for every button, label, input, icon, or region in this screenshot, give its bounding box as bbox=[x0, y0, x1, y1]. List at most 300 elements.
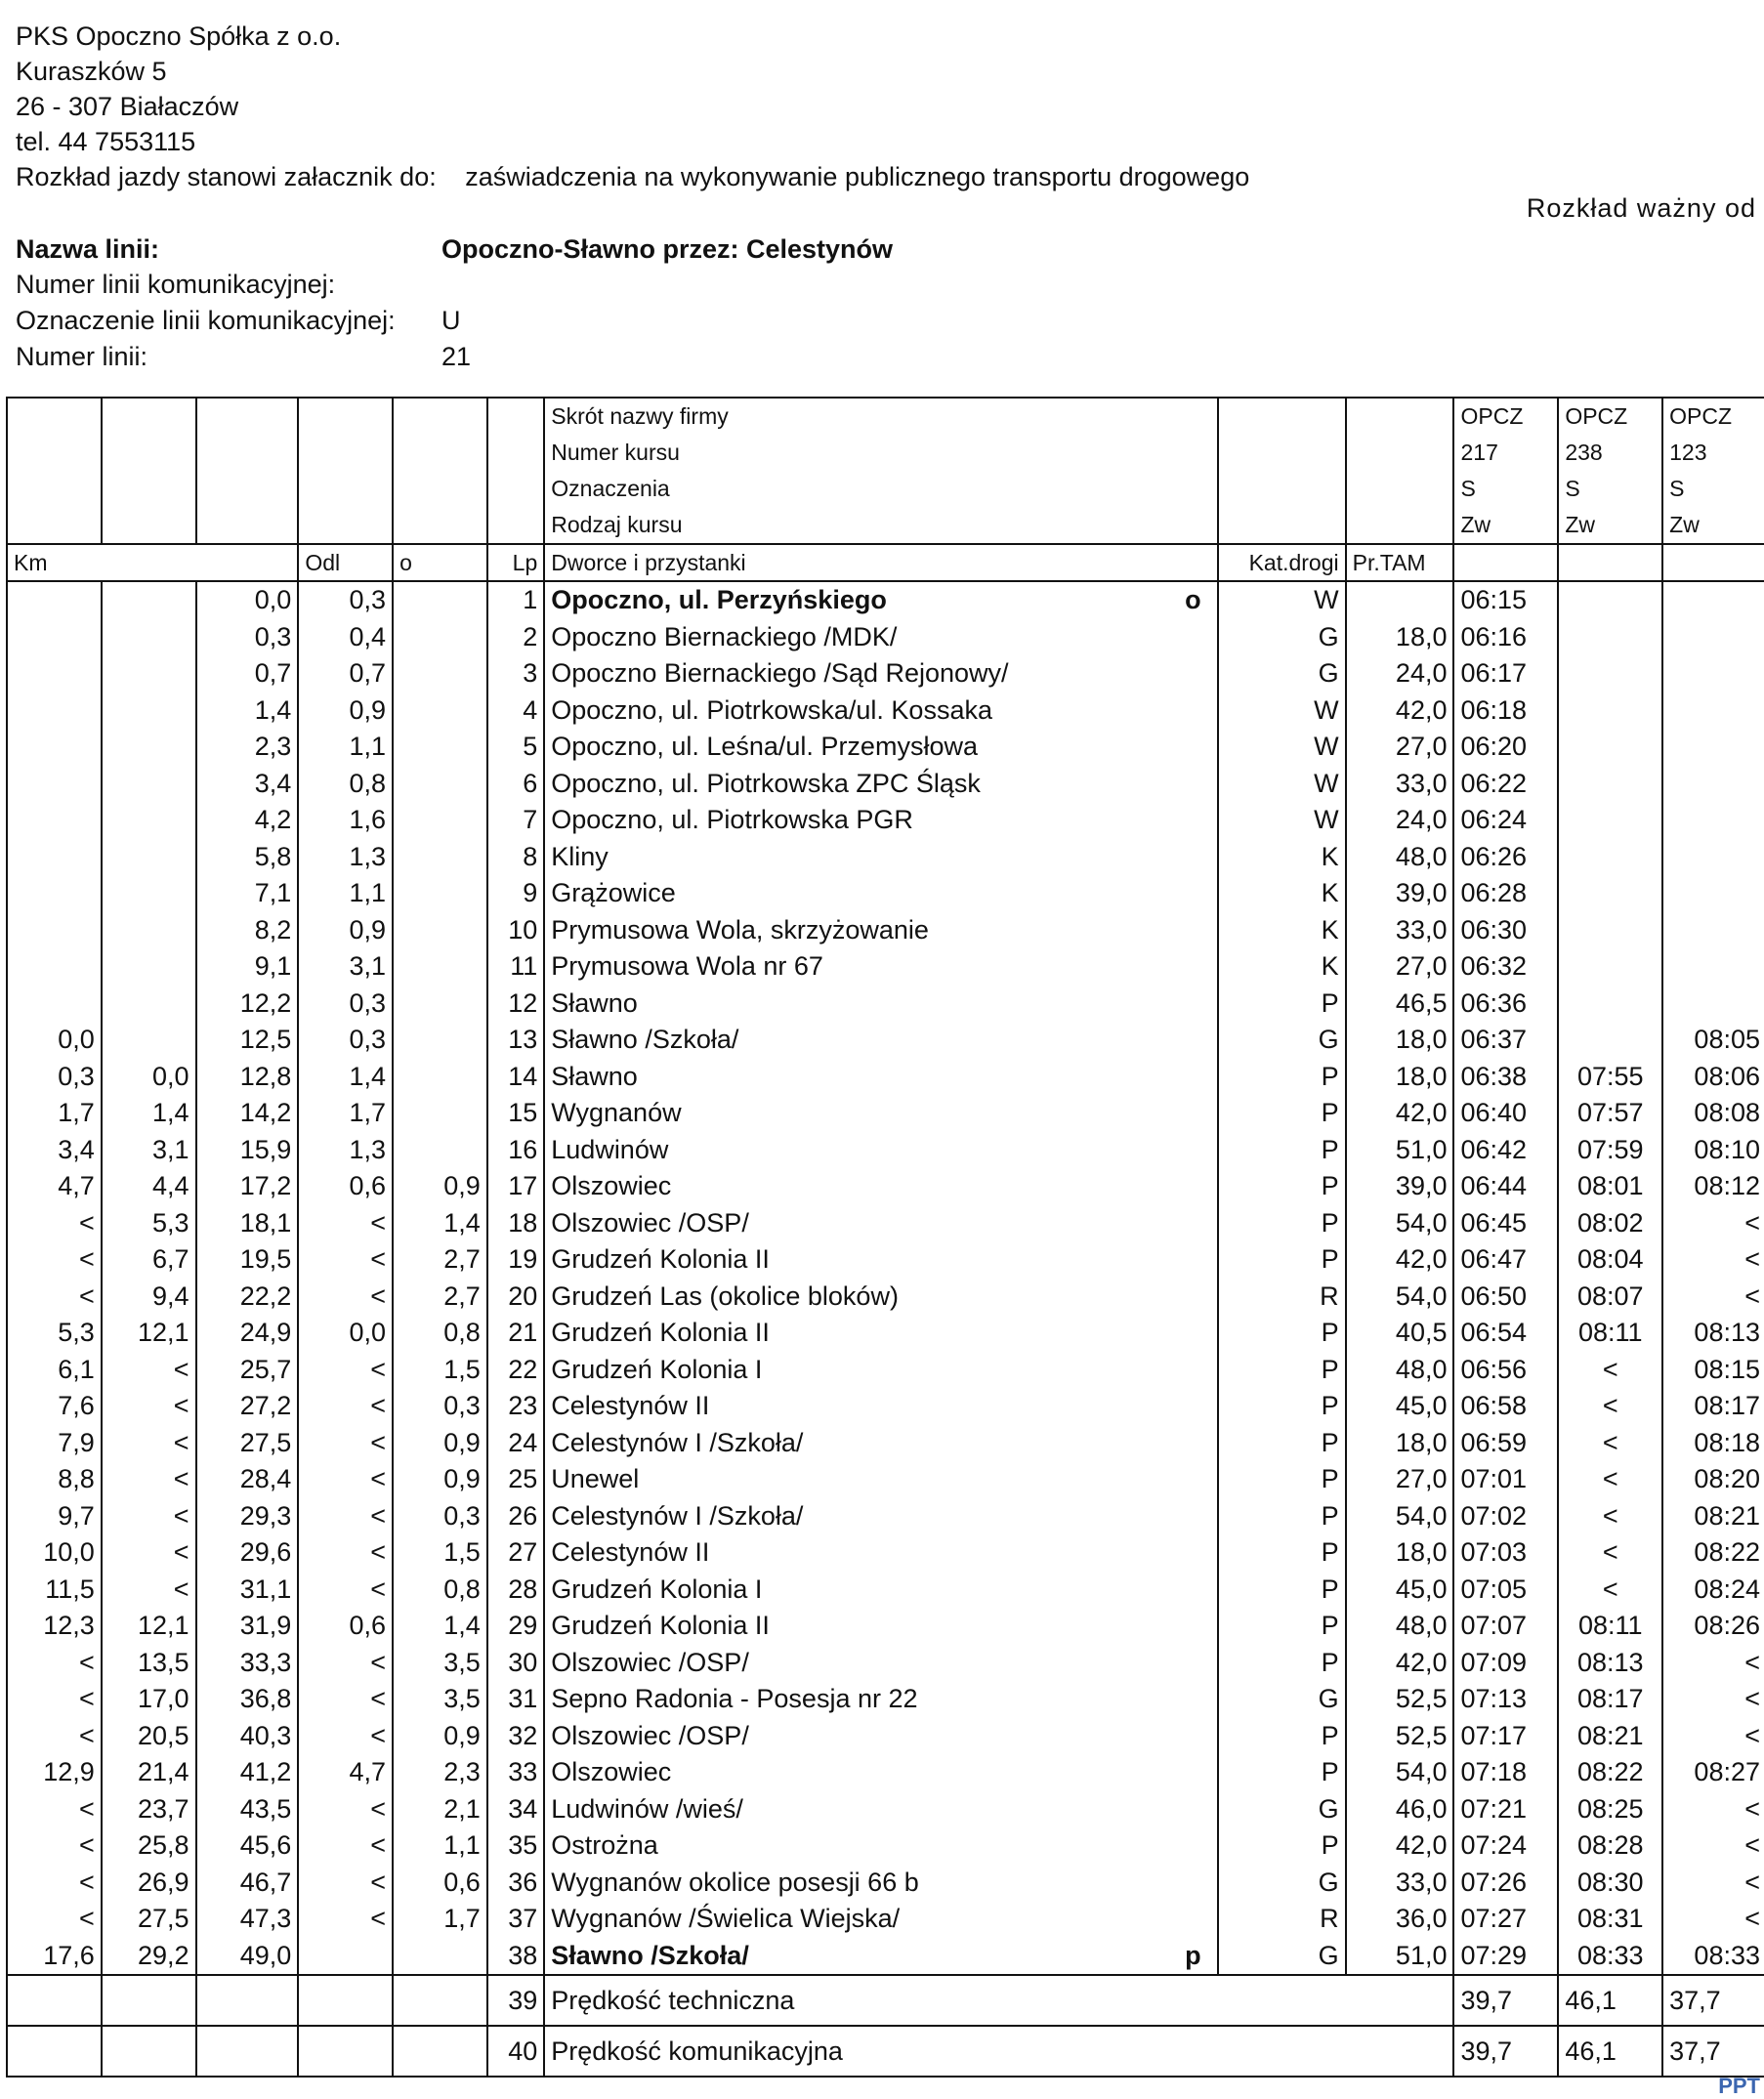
o-cell bbox=[393, 875, 487, 912]
stop-name bbox=[544, 986, 1217, 1023]
speed-cell: 33,0 bbox=[1346, 766, 1454, 803]
km-col-2: 4,4 bbox=[102, 1168, 196, 1205]
lp-cell: 24 bbox=[487, 1425, 544, 1462]
lp-cell: 20 bbox=[487, 1279, 544, 1316]
o-cell: 0,3 bbox=[393, 1388, 487, 1425]
table-row bbox=[7, 1279, 1764, 1316]
course-1-time: 06:17 bbox=[1453, 655, 1558, 693]
table-row bbox=[7, 948, 1764, 986]
course-2-time bbox=[1558, 912, 1662, 949]
km-col-3: 15,9 bbox=[196, 1132, 299, 1169]
road-cat-cell: G bbox=[1218, 1865, 1346, 1902]
course-1-type: Zw bbox=[1453, 507, 1558, 544]
odl-cell: 0,3 bbox=[298, 986, 393, 1023]
o-cell bbox=[393, 766, 487, 803]
course-2-time bbox=[1558, 1022, 1662, 1059]
course-1-time: 06:32 bbox=[1453, 948, 1558, 986]
lp-cell: 1 bbox=[487, 581, 544, 619]
stop-name bbox=[544, 1718, 1217, 1755]
annex-row bbox=[16, 162, 1249, 192]
stop-name bbox=[544, 619, 1217, 656]
km-col-1: < bbox=[7, 1791, 102, 1828]
km-col-1: 1,7 bbox=[7, 1095, 102, 1132]
lp-cell: 5 bbox=[487, 729, 544, 766]
table-row bbox=[7, 839, 1764, 876]
stop-name bbox=[544, 1279, 1217, 1316]
course-3-time bbox=[1662, 948, 1764, 986]
course-3-time bbox=[1662, 729, 1764, 766]
table-row bbox=[7, 1059, 1764, 1096]
odl-cell: < bbox=[298, 1901, 393, 1938]
o-cell: 1,4 bbox=[393, 1608, 487, 1645]
km-col-2: 12,1 bbox=[102, 1315, 196, 1352]
stop-label: Sławno bbox=[551, 987, 638, 1018]
km-col-3: 36,8 bbox=[196, 1681, 299, 1718]
road-cat-cell: W bbox=[1218, 693, 1346, 730]
stop-label: Opoczno, ul. Piotrkowska/ul. Kossaka bbox=[551, 694, 992, 725]
km-col-2: 9,4 bbox=[102, 1279, 196, 1316]
km-col-3: 49,0 bbox=[196, 1938, 299, 1976]
course-3-time: < bbox=[1662, 1901, 1764, 1938]
course-2-time: 08:01 bbox=[1558, 1168, 1662, 1205]
stop-label: Prymusowa Wola nr 67 bbox=[551, 951, 823, 982]
lp-cell: 23 bbox=[487, 1388, 544, 1425]
km-col-2: < bbox=[102, 1534, 196, 1572]
road-cat-cell: W bbox=[1218, 766, 1346, 803]
odl-cell: < bbox=[298, 1791, 393, 1828]
course-1-time: 06:58 bbox=[1453, 1388, 1558, 1425]
speed-cell: 42,0 bbox=[1346, 1827, 1454, 1865]
km-col-2 bbox=[102, 875, 196, 912]
odl-cell: < bbox=[298, 1241, 393, 1279]
km-col-1: 11,5 bbox=[7, 1572, 102, 1609]
odl-cell: < bbox=[298, 1461, 393, 1498]
course-2-time: 07:59 bbox=[1558, 1132, 1662, 1169]
lp-cell: 21 bbox=[487, 1315, 544, 1352]
road-cat-cell: P bbox=[1218, 1498, 1346, 1535]
road-cat-cell: P bbox=[1218, 1461, 1346, 1498]
speed-cell: 54,0 bbox=[1346, 1205, 1454, 1242]
stop-label: Celestynów II bbox=[551, 1391, 710, 1421]
col-o: o bbox=[393, 544, 487, 581]
o-cell bbox=[393, 729, 487, 766]
course-1-mark: S bbox=[1453, 471, 1558, 507]
course-1-time: 07:02 bbox=[1453, 1498, 1558, 1535]
speed-cell bbox=[1346, 581, 1454, 619]
course-1-time: 06:42 bbox=[1453, 1132, 1558, 1169]
km-col-1 bbox=[7, 581, 102, 619]
course-2-company: OPCZ bbox=[1558, 398, 1662, 435]
table-row bbox=[7, 1461, 1764, 1498]
line-name: Opoczno-Sławno przez: Celestynów bbox=[441, 234, 894, 264]
km-col-1: < bbox=[7, 1901, 102, 1938]
road-cat-cell: P bbox=[1218, 1205, 1346, 1242]
road-cat-cell: P bbox=[1218, 1388, 1346, 1425]
course-2-time: 08:31 bbox=[1558, 1901, 1662, 1938]
company-street: Kuraszków 5 bbox=[16, 57, 167, 86]
stop-label: Wygnanów /Świelica Wiejska/ bbox=[551, 1904, 901, 1934]
km-col-2: 23,7 bbox=[102, 1791, 196, 1828]
table-row bbox=[7, 1681, 1764, 1718]
o-cell: 2,7 bbox=[393, 1279, 487, 1316]
line-number: 21 bbox=[441, 342, 472, 371]
road-cat-cell: P bbox=[1218, 1645, 1346, 1682]
empty-cell bbox=[102, 2026, 196, 2077]
road-cat-cell: P bbox=[1218, 1425, 1346, 1462]
lp-cell: 9 bbox=[487, 875, 544, 912]
km-col-2 bbox=[102, 912, 196, 949]
stop-label: Olszowiec bbox=[551, 1171, 672, 1201]
odl-cell: 0,6 bbox=[298, 1168, 393, 1205]
speed-cell: 42,0 bbox=[1346, 1645, 1454, 1682]
o-cell bbox=[393, 839, 487, 876]
col-speed: Pr.TAM bbox=[1346, 544, 1454, 581]
course-1-time: 07:21 bbox=[1453, 1791, 1558, 1828]
course-2-time: < bbox=[1558, 1388, 1662, 1425]
course-2-time: 08:22 bbox=[1558, 1754, 1662, 1791]
odl-cell: 1,4 bbox=[298, 1059, 393, 1096]
stop-label: Sławno /Szkoła/ bbox=[551, 1025, 739, 1055]
annex-value: zaświadczenia na wykonywanie publicznego transportu drogowego bbox=[465, 162, 1250, 191]
lp-cell: 11 bbox=[487, 948, 544, 986]
speed-cell: 42,0 bbox=[1346, 1095, 1454, 1132]
meta-label-type: Rodzaj kursu bbox=[544, 507, 1217, 544]
course-3-time bbox=[1662, 986, 1764, 1023]
km-col-2: 1,4 bbox=[102, 1095, 196, 1132]
course-3-time bbox=[1662, 581, 1764, 619]
odl-cell: 1,1 bbox=[298, 729, 393, 766]
table-row bbox=[7, 1718, 1764, 1755]
speed-cell: 24,0 bbox=[1346, 655, 1454, 693]
meta-label-company: Skrót nazwy firmy bbox=[544, 398, 1217, 435]
km-col-1 bbox=[7, 986, 102, 1023]
stop-name bbox=[544, 1534, 1217, 1572]
table-row bbox=[7, 1608, 1764, 1645]
o-cell bbox=[393, 986, 487, 1023]
course-1-time: 06:56 bbox=[1453, 1352, 1558, 1389]
course-3-type: Zw bbox=[1662, 507, 1764, 544]
lp-cell: 14 bbox=[487, 1059, 544, 1096]
summary-course-2-value: 46,1 bbox=[1558, 2026, 1662, 2077]
km-col-3: 12,2 bbox=[196, 986, 299, 1023]
course-2-time: < bbox=[1558, 1352, 1662, 1389]
speed-cell: 46,0 bbox=[1346, 1791, 1454, 1828]
odl-cell: 1,3 bbox=[298, 1132, 393, 1169]
course-1-time: 06:18 bbox=[1453, 693, 1558, 730]
stop-label: Opoczno, ul. Piotrkowska ZPC Śląsk bbox=[551, 768, 981, 798]
speed-cell: 42,0 bbox=[1346, 693, 1454, 730]
timetable bbox=[6, 397, 1764, 2078]
road-cat-cell: K bbox=[1218, 839, 1346, 876]
speed-cell: 51,0 bbox=[1346, 1938, 1454, 1976]
road-cat-cell: W bbox=[1218, 802, 1346, 839]
course-3-time: 08:27 bbox=[1662, 1754, 1764, 1791]
km-col-1: 5,3 bbox=[7, 1315, 102, 1352]
course-3-time: 08:22 bbox=[1662, 1534, 1764, 1572]
lp-cell: 38 bbox=[487, 1938, 544, 1976]
stop-label: Opoczno, ul. Perzyńskiego bbox=[551, 585, 887, 615]
lp-cell: 13 bbox=[487, 1022, 544, 1059]
table-row bbox=[7, 1754, 1764, 1791]
empty-cell bbox=[196, 1975, 299, 2026]
km-col-1 bbox=[7, 912, 102, 949]
course-3-time: 08:18 bbox=[1662, 1425, 1764, 1462]
summary-course-1-value: 39,7 bbox=[1453, 1975, 1558, 2026]
course-3-time: < bbox=[1662, 1205, 1764, 1242]
speed-cell: 48,0 bbox=[1346, 1352, 1454, 1389]
course-2-time: 08:13 bbox=[1558, 1645, 1662, 1682]
lp-cell: 26 bbox=[487, 1498, 544, 1535]
km-col-3: 45,6 bbox=[196, 1827, 299, 1865]
km-col-1: < bbox=[7, 1827, 102, 1865]
table-row bbox=[7, 1791, 1764, 1828]
summary-lp: 39 bbox=[487, 1975, 544, 2026]
empty-cell bbox=[196, 2026, 299, 2077]
km-col-1: 4,7 bbox=[7, 1168, 102, 1205]
course-1-time: 06:37 bbox=[1453, 1022, 1558, 1059]
o-cell bbox=[393, 581, 487, 619]
stop-name bbox=[544, 1681, 1217, 1718]
speed-cell: 52,5 bbox=[1346, 1681, 1454, 1718]
course-3-time: 08:05 bbox=[1662, 1022, 1764, 1059]
speed-cell: 27,0 bbox=[1346, 948, 1454, 986]
course-2-time bbox=[1558, 839, 1662, 876]
road-cat-cell: P bbox=[1218, 1352, 1346, 1389]
line-name-label: Nazwa linii: bbox=[16, 234, 160, 264]
summary-row bbox=[7, 2026, 1764, 2077]
course-2-time: 08:28 bbox=[1558, 1827, 1662, 1865]
odl-cell: < bbox=[298, 1205, 393, 1242]
table-row bbox=[7, 1352, 1764, 1389]
table-row bbox=[7, 1315, 1764, 1352]
speed-cell: 52,5 bbox=[1346, 1718, 1454, 1755]
summary-lp: 40 bbox=[487, 2026, 544, 2077]
course-3-time: < bbox=[1662, 1645, 1764, 1682]
stop-name bbox=[544, 1901, 1217, 1938]
lp-cell: 12 bbox=[487, 986, 544, 1023]
o-cell: 2,3 bbox=[393, 1754, 487, 1791]
km-col-2: 6,7 bbox=[102, 1241, 196, 1279]
road-cat-cell: W bbox=[1218, 729, 1346, 766]
road-cat-cell: G bbox=[1218, 1791, 1346, 1828]
stop-name bbox=[544, 1022, 1217, 1059]
lp-cell: 27 bbox=[487, 1534, 544, 1572]
stop-label: Olszowiec /OSP/ bbox=[551, 1720, 749, 1750]
course-2-time: 08:04 bbox=[1558, 1241, 1662, 1279]
road-cat-cell: P bbox=[1218, 1534, 1346, 1572]
odl-cell: 3,1 bbox=[298, 948, 393, 986]
km-col-2: 29,2 bbox=[102, 1938, 196, 1976]
odl-cell: < bbox=[298, 1827, 393, 1865]
lp-cell: 15 bbox=[487, 1095, 544, 1132]
summary-course-1-value: 39,7 bbox=[1453, 2026, 1558, 2077]
course-1-time: 06:45 bbox=[1453, 1205, 1558, 1242]
road-cat-cell: K bbox=[1218, 912, 1346, 949]
km-col-3: 4,2 bbox=[196, 802, 299, 839]
odl-cell: < bbox=[298, 1352, 393, 1389]
course-3-time bbox=[1662, 655, 1764, 693]
stop-name bbox=[544, 1608, 1217, 1645]
course-1-time: 07:27 bbox=[1453, 1901, 1558, 1938]
course-3-time: 08:15 bbox=[1662, 1352, 1764, 1389]
o-cell bbox=[393, 655, 487, 693]
road-cat-cell: P bbox=[1218, 1827, 1346, 1865]
course-1-number: 217 bbox=[1453, 435, 1558, 471]
course-1-time: 07:05 bbox=[1453, 1572, 1558, 1609]
lp-cell: 3 bbox=[487, 655, 544, 693]
road-cat-cell: G bbox=[1218, 1681, 1346, 1718]
odl-cell: < bbox=[298, 1534, 393, 1572]
course-2-time bbox=[1558, 766, 1662, 803]
summary-rows bbox=[7, 1975, 1764, 2077]
company-phone: tel. 44 7553115 bbox=[16, 127, 196, 156]
km-col-2: < bbox=[102, 1498, 196, 1535]
course-2-time: 07:55 bbox=[1558, 1059, 1662, 1096]
km-col-2 bbox=[102, 619, 196, 656]
col-lp: Lp bbox=[487, 544, 544, 581]
table-row bbox=[7, 1205, 1764, 1242]
odl-cell: 0,8 bbox=[298, 766, 393, 803]
stop-name bbox=[544, 1938, 1217, 1976]
table-row bbox=[7, 1168, 1764, 1205]
odl-cell: 0,9 bbox=[298, 912, 393, 949]
km-col-3: 31,9 bbox=[196, 1608, 299, 1645]
speed-cell: 18,0 bbox=[1346, 619, 1454, 656]
km-col-2: < bbox=[102, 1425, 196, 1462]
o-cell: 0,8 bbox=[393, 1315, 487, 1352]
km-col-3: 0,7 bbox=[196, 655, 299, 693]
course-3-time: 08:26 bbox=[1662, 1608, 1764, 1645]
speed-cell: 33,0 bbox=[1346, 1865, 1454, 1902]
o-cell: 0,9 bbox=[393, 1461, 487, 1498]
stop-label: Grudzeń Las (okolice bloków) bbox=[551, 1280, 899, 1311]
course-3-time: < bbox=[1662, 1791, 1764, 1828]
course-3-time: 08:17 bbox=[1662, 1388, 1764, 1425]
km-col-1: 3,4 bbox=[7, 1132, 102, 1169]
company-city: 26 - 307 Białaczów bbox=[16, 92, 239, 121]
km-col-1: < bbox=[7, 1241, 102, 1279]
o-cell: 1,7 bbox=[393, 1901, 487, 1938]
stop-name bbox=[544, 729, 1217, 766]
km-col-1: 7,9 bbox=[7, 1425, 102, 1462]
course-3-time: 08:33 bbox=[1662, 1938, 1764, 1976]
km-col-3: 31,1 bbox=[196, 1572, 299, 1609]
km-col-2: 26,9 bbox=[102, 1865, 196, 1902]
km-col-3: 12,5 bbox=[196, 1022, 299, 1059]
road-cat-cell: P bbox=[1218, 1572, 1346, 1609]
km-col-1 bbox=[7, 875, 102, 912]
course-1-time: 06:50 bbox=[1453, 1279, 1558, 1316]
km-col-2 bbox=[102, 802, 196, 839]
course-1-time: 06:26 bbox=[1453, 839, 1558, 876]
lp-cell: 32 bbox=[487, 1718, 544, 1755]
course-2-time: 08:07 bbox=[1558, 1279, 1662, 1316]
road-cat-cell: P bbox=[1218, 1718, 1346, 1755]
km-col-1: < bbox=[7, 1681, 102, 1718]
km-col-1: < bbox=[7, 1205, 102, 1242]
road-cat-cell: G bbox=[1218, 619, 1346, 656]
speed-cell: 18,0 bbox=[1346, 1059, 1454, 1096]
empty-cell bbox=[393, 1975, 487, 2026]
km-col-1 bbox=[7, 802, 102, 839]
course-meta bbox=[7, 398, 1764, 581]
meta-row-mark bbox=[7, 471, 1764, 507]
road-cat-cell: G bbox=[1218, 1022, 1346, 1059]
course-3-time: < bbox=[1662, 1681, 1764, 1718]
speed-cell: 42,0 bbox=[1346, 1241, 1454, 1279]
course-3-time bbox=[1662, 875, 1764, 912]
table-row bbox=[7, 1498, 1764, 1535]
km-col-3: 46,7 bbox=[196, 1865, 299, 1902]
course-1-time: 06:20 bbox=[1453, 729, 1558, 766]
km-col-1: 17,6 bbox=[7, 1938, 102, 1976]
lp-cell: 17 bbox=[487, 1168, 544, 1205]
course-2-type: Zw bbox=[1558, 507, 1662, 544]
km-col-3: 33,3 bbox=[196, 1645, 299, 1682]
km-col-1 bbox=[7, 766, 102, 803]
course-2-time: 08:21 bbox=[1558, 1718, 1662, 1755]
summary-course-3-value: 37,7 bbox=[1662, 2026, 1764, 2077]
course-3-time: < bbox=[1662, 1279, 1764, 1316]
course-1-company: OPCZ bbox=[1453, 398, 1558, 435]
lp-cell: 30 bbox=[487, 1645, 544, 1682]
course-1-time: 07:17 bbox=[1453, 1718, 1558, 1755]
o-cell bbox=[393, 948, 487, 986]
o-cell: 2,7 bbox=[393, 1241, 487, 1279]
km-col-3: 7,1 bbox=[196, 875, 299, 912]
km-col-3: 25,7 bbox=[196, 1352, 299, 1389]
road-cat-cell: P bbox=[1218, 1132, 1346, 1169]
course-3-time bbox=[1662, 693, 1764, 730]
km-col-1 bbox=[7, 729, 102, 766]
speed-cell: 54,0 bbox=[1346, 1498, 1454, 1535]
course-2-time bbox=[1558, 875, 1662, 912]
comm-line-number-label: Numer linii komunikacyjnej: bbox=[16, 270, 336, 299]
speed-cell: 18,0 bbox=[1346, 1425, 1454, 1462]
lp-cell: 36 bbox=[487, 1865, 544, 1902]
odl-cell: 1,1 bbox=[298, 875, 393, 912]
annex-label: Rozkład jazdy stanowi załacznik do: bbox=[16, 162, 437, 191]
km-col-2: 13,5 bbox=[102, 1645, 196, 1682]
stop-label: Sławno /Szkoła/ bbox=[551, 1940, 749, 1970]
col-road-cat: Kat.drogi bbox=[1218, 544, 1346, 581]
table-row bbox=[7, 1241, 1764, 1279]
road-cat-cell: P bbox=[1218, 1315, 1346, 1352]
o-cell: 1,5 bbox=[393, 1534, 487, 1572]
speed-cell: 48,0 bbox=[1346, 839, 1454, 876]
stop-name bbox=[544, 655, 1217, 693]
stop-name bbox=[544, 1352, 1217, 1389]
course-2-time: < bbox=[1558, 1534, 1662, 1572]
o-cell bbox=[393, 1095, 487, 1132]
course-1-time: 06:22 bbox=[1453, 766, 1558, 803]
stop-name bbox=[544, 1572, 1217, 1609]
stop-name bbox=[544, 1461, 1217, 1498]
stop-label: Kliny bbox=[551, 841, 609, 871]
km-col-1: 10,0 bbox=[7, 1534, 102, 1572]
stop-label: Opoczno Biernackiego /MDK/ bbox=[551, 621, 898, 651]
table-row bbox=[7, 1022, 1764, 1059]
road-cat-cell: P bbox=[1218, 1095, 1346, 1132]
lp-cell: 6 bbox=[487, 766, 544, 803]
km-col-3: 47,3 bbox=[196, 1901, 299, 1938]
odl-cell: < bbox=[298, 1681, 393, 1718]
summary-label: Prędkość techniczna bbox=[544, 1975, 1453, 2026]
km-col-1: < bbox=[7, 1279, 102, 1316]
course-2-time: 08:11 bbox=[1558, 1608, 1662, 1645]
course-1-time: 07:24 bbox=[1453, 1827, 1558, 1865]
km-col-2: 5,3 bbox=[102, 1205, 196, 1242]
